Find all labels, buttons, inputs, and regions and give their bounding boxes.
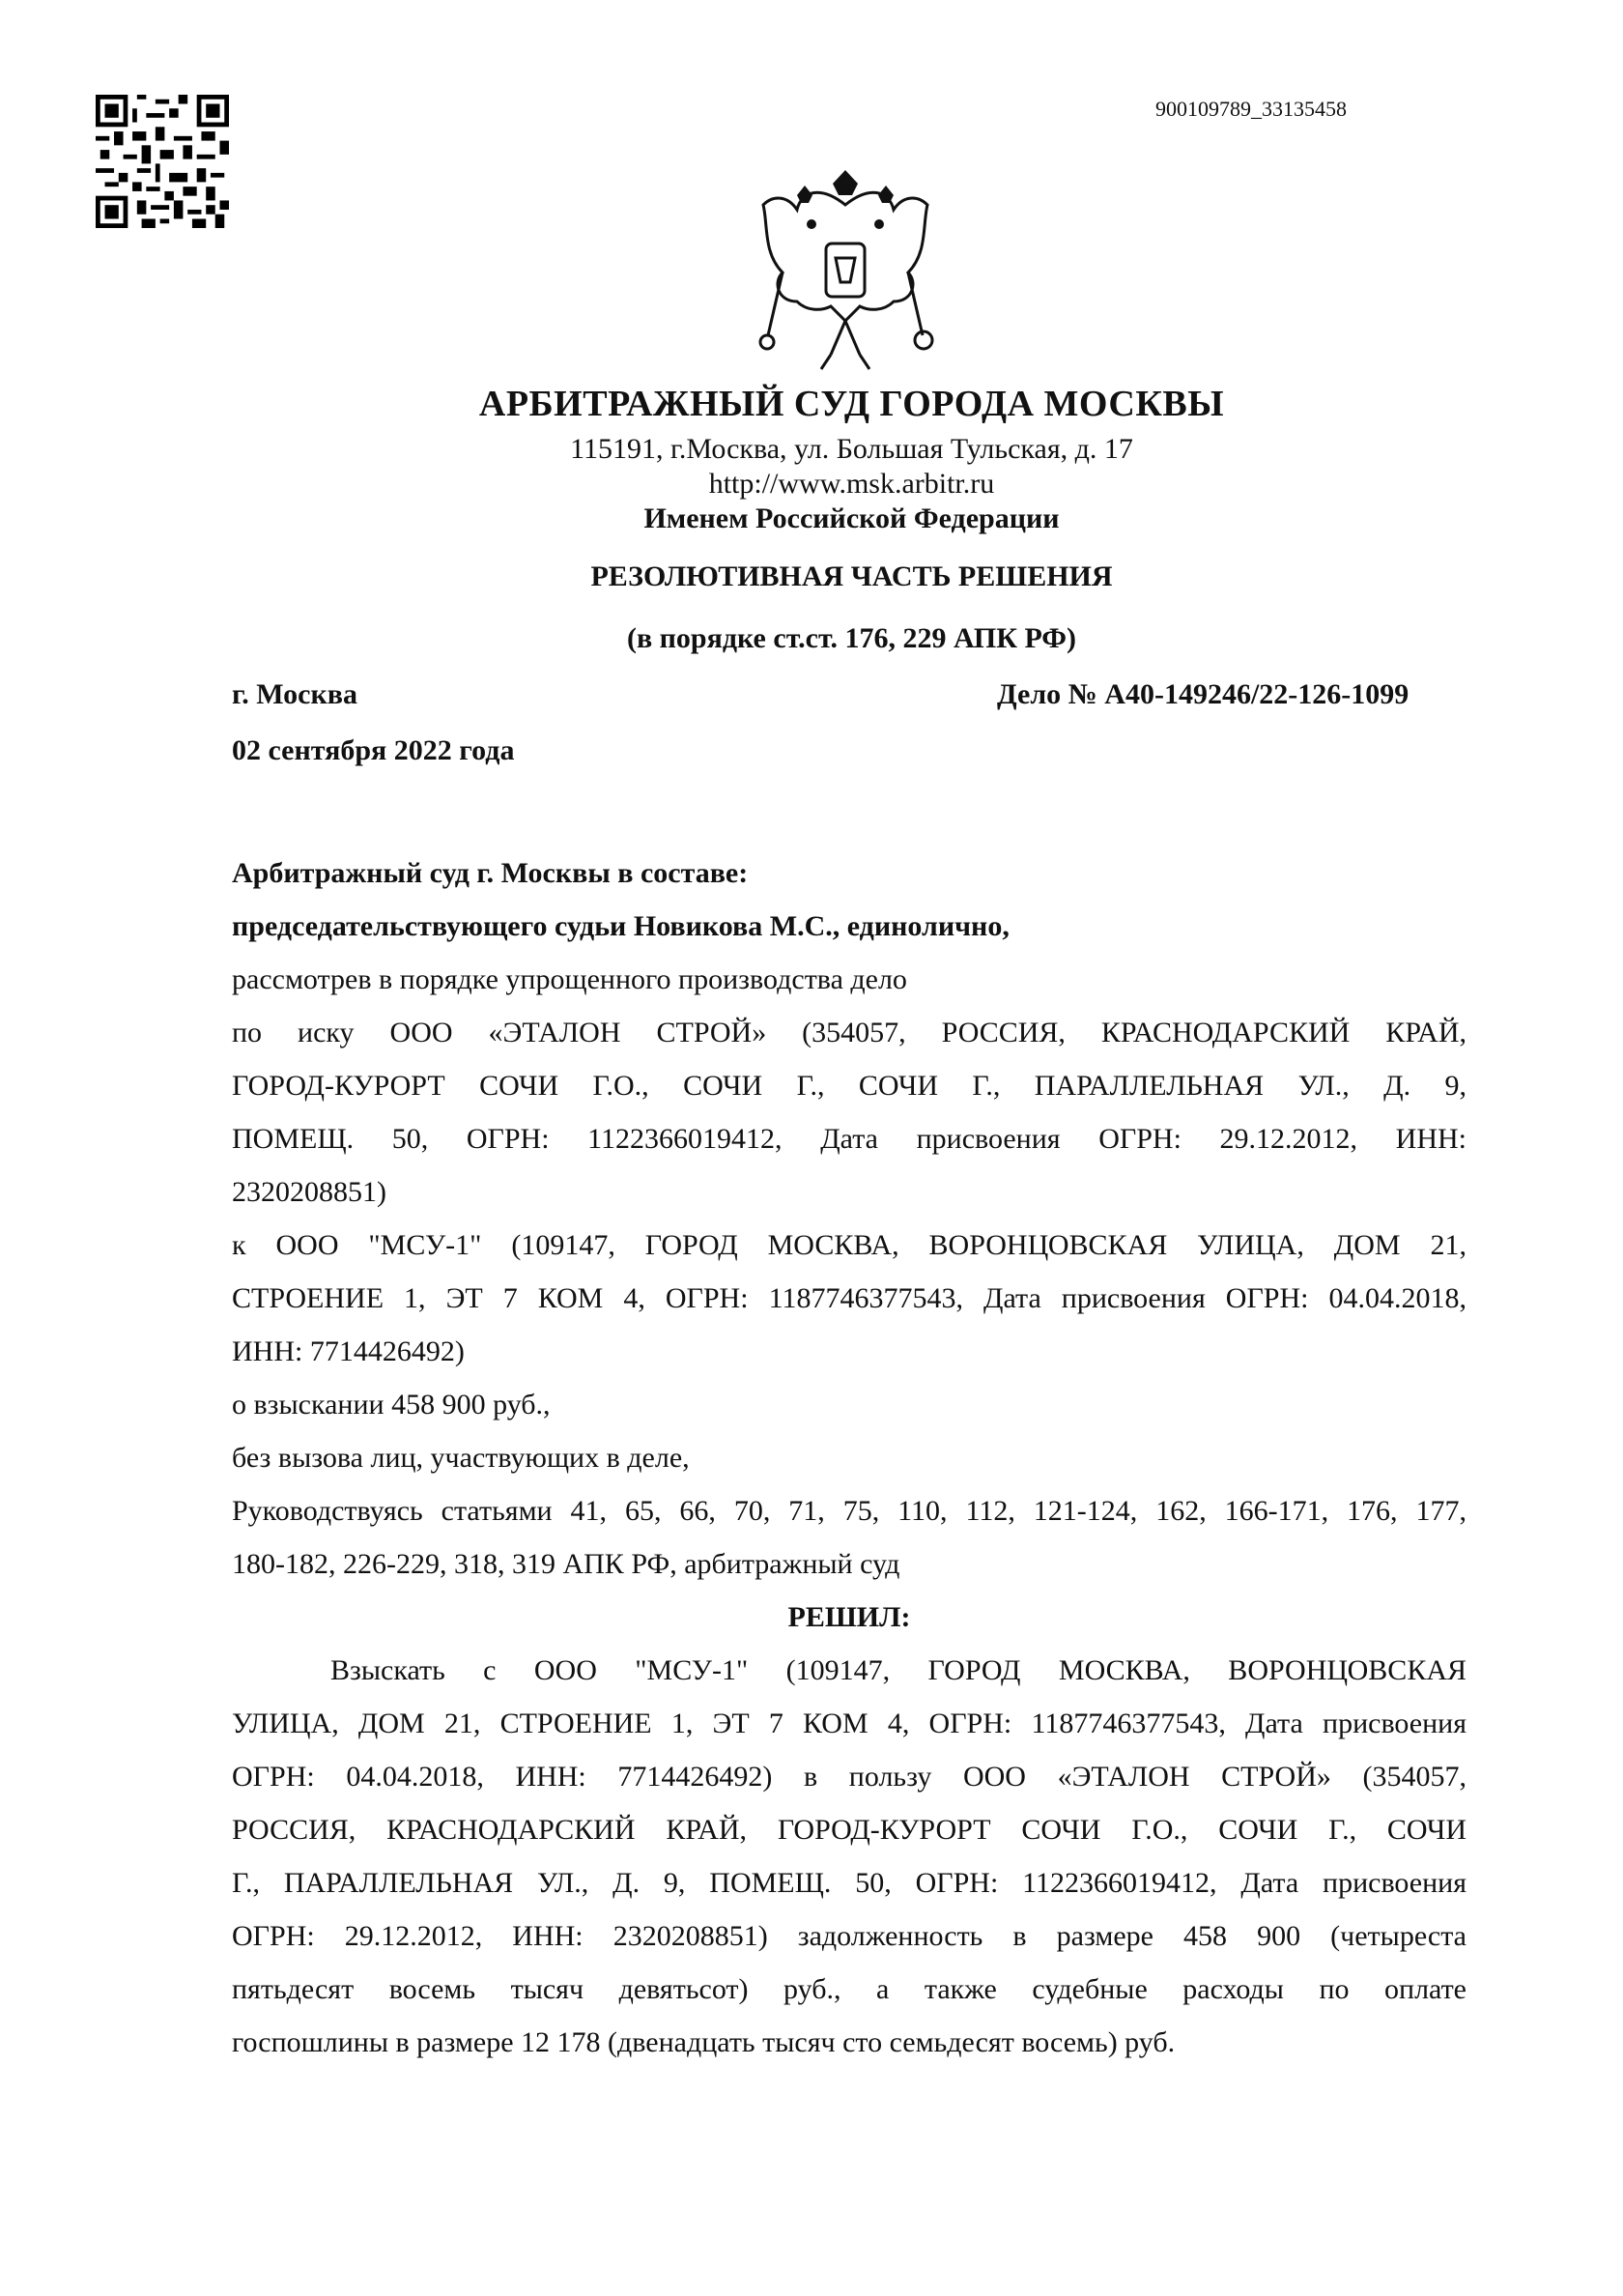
qr-code bbox=[96, 95, 229, 228]
court-website: http://www.msk.arbitr.ru bbox=[708, 468, 995, 500]
decision-line: Г., ПАРАЛЛЕЛЬНАЯ УЛ., Д. 9, ПОМЕЩ. 50, ОГРН: 1122366019412, Дата присвоения bbox=[232, 1867, 1466, 1899]
case-number: Дело № А40-149246/22-126-1099 bbox=[997, 678, 1409, 710]
coat-of-arms-icon bbox=[744, 166, 947, 377]
decision-line: УЛИЦА, ДОМ 21, СТРОЕНИЕ 1, ЭТ 7 КОМ 4, ОГРН: 1187746377543, Дата присвоения bbox=[232, 1708, 1466, 1739]
document-body bbox=[232, 847, 1466, 2069]
presiding-judge: председательствующего судьи Новикова М.С., единолично, bbox=[232, 910, 1010, 942]
decision-line: РОССИЯ, КРАСНОДАРСКИЙ КРАЙ, ГОРОД-КУРОРТ СОЧИ Г.О., СОЧИ Г., СОЧИ bbox=[232, 1814, 1466, 1846]
body-line: о взыскании 458 900 руб., bbox=[232, 1389, 551, 1421]
body-line: рассмотрев в порядке упрощенного производства дело bbox=[232, 963, 907, 995]
document-id: 900109789_33135458 bbox=[1155, 97, 1347, 121]
decision-line: госпошлины в размере 12 178 (двенадцать тысяч сто семьдесят восемь) руб. bbox=[232, 2026, 1176, 2058]
body-line: без вызова лиц, участвующих в деле, bbox=[232, 1442, 690, 1474]
body-line: к ООО "МСУ-1" (109147, ГОРОД МОСКВА, ВОРОНЦОВСКАЯ УЛИЦА, ДОМ 21, bbox=[232, 1229, 1466, 1261]
body-line: по иску ООО «ЭТАЛОН СТРОЙ» (354057, РОССИЯ, КРАСНОДАРСКИЙ КРАЙ, bbox=[232, 1017, 1466, 1048]
court-composition: Арбитражный суд г. Москвы в составе: bbox=[232, 857, 749, 889]
procedure-reference: (в порядке ст.ст. 176, 229 АПК РФ) bbox=[626, 622, 1077, 654]
body-line: ГОРОД-КУРОРТ СОЧИ Г.О., СОЧИ Г., СОЧИ Г., ПАРАЛЛЕЛЬНАЯ УЛ., Д. 9, bbox=[232, 1070, 1466, 1102]
body-line: ИНН: 7714426492) bbox=[232, 1335, 465, 1367]
decision-line: Взыскать с ООО "МСУ-1" (109147, ГОРОД МОСКВА, ВОРОНЦОВСКАЯ bbox=[330, 1654, 1466, 1686]
body-line: Руководствуясь статьями 41, 65, 66, 70, 71, 75, 110, 112, 121-124, 162, 166-171, 176, 177, bbox=[232, 1495, 1466, 1527]
decision-line: ОГРН: 29.12.2012, ИНН: 2320208851) задолженность в размере 458 900 (четыреста bbox=[232, 1920, 1466, 1952]
decision-line: ОГРН: 04.04.2018, ИНН: 7714426492) в пользу ООО «ЭТАЛОН СТРОЙ» (354057, bbox=[232, 1761, 1466, 1793]
body-line: 180-182, 226-229, 318, 319 АПК РФ, арбитражный суд bbox=[232, 1548, 900, 1580]
body-line: 2320208851) bbox=[232, 1176, 386, 1208]
decided-heading: РЕШИЛ: bbox=[787, 1601, 911, 1633]
body-line: ПОМЕЩ. 50, ОГРН: 1122366019412, Дата присвоения ОГРН: 29.12.2012, ИНН: bbox=[232, 1123, 1466, 1155]
decision-date: 02 сентября 2022 года bbox=[232, 734, 515, 766]
body-line: СТРОЕНИЕ 1, ЭТ 7 КОМ 4, ОГРН: 1187746377543, Дата присвоения ОГРН: 04.04.2018, bbox=[232, 1282, 1466, 1314]
court-name: АРБИТРАЖНЫЙ СУД ГОРОДА МОСКВЫ bbox=[478, 384, 1225, 424]
city: г. Москва bbox=[232, 678, 357, 710]
document-type: РЕЗОЛЮТИВНАЯ ЧАСТЬ РЕШЕНИЯ bbox=[590, 560, 1113, 592]
decision-line: пятьдесят восемь тысяч девятьсот) руб., а также судебные расходы по оплате bbox=[232, 1973, 1466, 2005]
court-address: 115191, г.Москва, ул. Большая Тульская, д. 17 bbox=[570, 433, 1133, 465]
in-name-of: Именем Российской Федерации bbox=[643, 502, 1060, 534]
